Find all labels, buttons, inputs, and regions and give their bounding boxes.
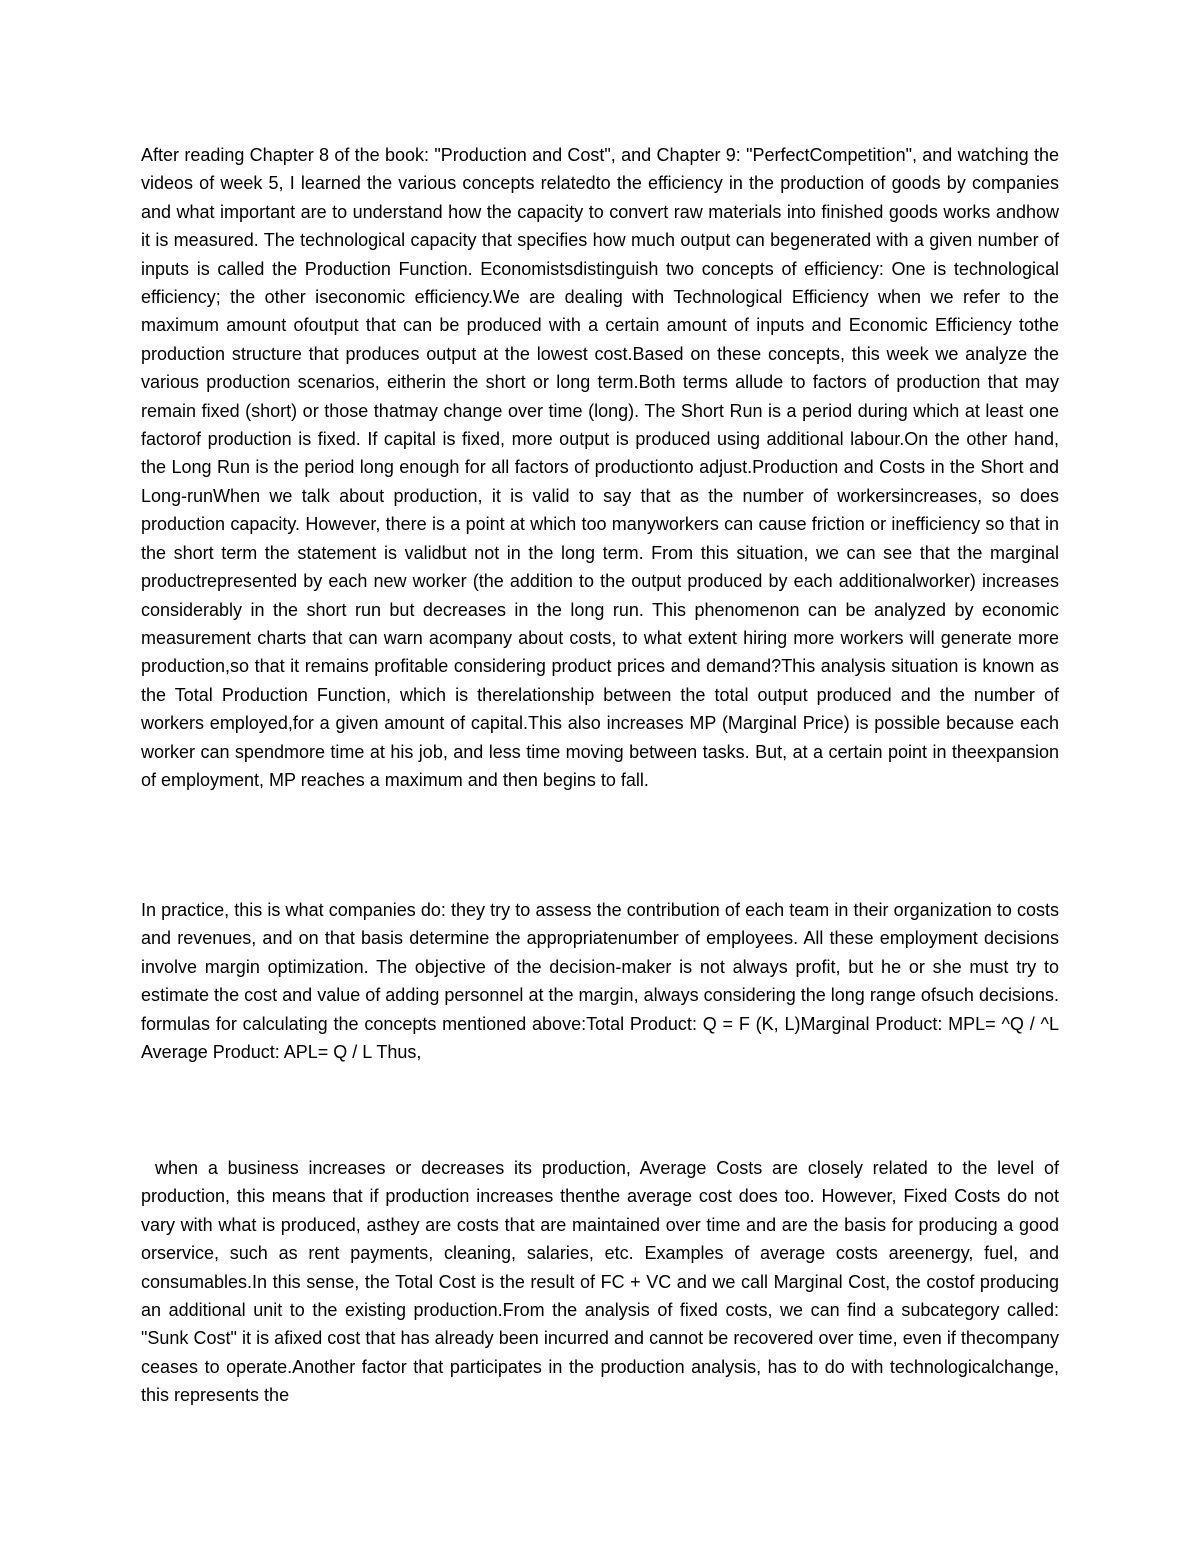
text-paragraph-2 (141, 896, 1059, 1066)
paragraph-text: when a business increases or decreases its production, Average Costs are closely related to the level of production, this means that if production increases thenthe average cost does too. However, Fixed Costs do not vary with what is produced, asthey are costs that are maintained over time and are the basis for producing a good orservice, such as rent payments, cleaning, salaries, etc. Examples of average costs areenergy, fuel, and consumables.In this sense, the Total Cost is the result of FC + VC and we call Marginal Cost, the costof producing an additional unit to the existing production.From the analysis of fixed costs, we can find a subcategory called: "Sunk Cost" it is afixed cost that has already been incurred and cannot be recovered over time, even if thecompany ceases to operate.Another factor that participates in the production analysis, has to do with technologicalchange, this represents the (141, 1158, 1059, 1406)
text-paragraph-3 (141, 1154, 1059, 1410)
paragraph-text: After reading Chapter 8 of the book: "Production and Cost", and Chapter 9: "PerfectCompetition", and watching the videos of week 5, I learned the various concepts relatedto the efficiency in the production of goods by companies and what important are to understand how the capacity to convert raw materials into finished goods works andhow it is measured. The technological capacity that specifies how much output can begenerated with a given number of inputs is called the Production Function. Economistsdistinguish two concepts of efficiency: One is technological efficiency; the other iseconomic efficiency.We are dealing with Technological Efficiency when we refer to the maximum amount ofoutput that can be produced with a certain amount of inputs and Economic Efficiency tothe production structure that produces output at the lowest cost.Based on these concepts, this week we analyze the various production scenarios, eitherin the short or long term.Both terms allude to factors of production that may remain fixed (short) or those thatmay change over time (long). The Short Run is a period during which at least one factorof production is fixed. If capital is fixed, more output is produced using additional labour.On the other hand, the Long Run is the period long enough for all factors of productionto adjust.Production and Costs in the Short and Long-runWhen we talk about production, it is valid to say that as the number of workersincreases, so does production capacity. However, there is a point at which too manyworkers can cause friction or inefficiency so that in the short term the statement is validbut not in the long term. From this situation, we can see that the marginal productrepresented by each new worker (the addition to the output produced by each additionalworker) increases considerably in the short run but decreases in the long run. This phenomenon can be analyzed by economic measurement charts that can warn acompany about costs, to what extent hiring more workers will generate more production,so that it remains profitable considering product prices and demand?This analysis situation is known as the Total Production Function, which is therelationship between the total output produced and the number of workers employed,for a given amount of capital.This also increases MP (Marginal Price) is possible because each worker can spendmore time at his job, and less time moving between tasks. But, at a certain point in theexpansion of employment, MP reaches a maximum and then begins to fall. (141, 145, 1059, 790)
paragraph-text: In practice, this is what companies do: they try to assess the contribution of each team in their organization to costs and revenues, and on that basis determine the appropriatenumber of employees. All these employment decisions involve margin optimization. The objective of the decision-maker is not always profit, but he or she must try to estimate the cost and value of adding personnel at the margin, always considering the long range ofsuch decisions. formulas for calculating the concepts mentioned above:Total Product: Q = F (K, L)Marginal Product: MPL= ^Q / ^L Average Product: APL= Q / L Thus, (141, 900, 1059, 1063)
text-paragraph-1 (141, 141, 1059, 794)
